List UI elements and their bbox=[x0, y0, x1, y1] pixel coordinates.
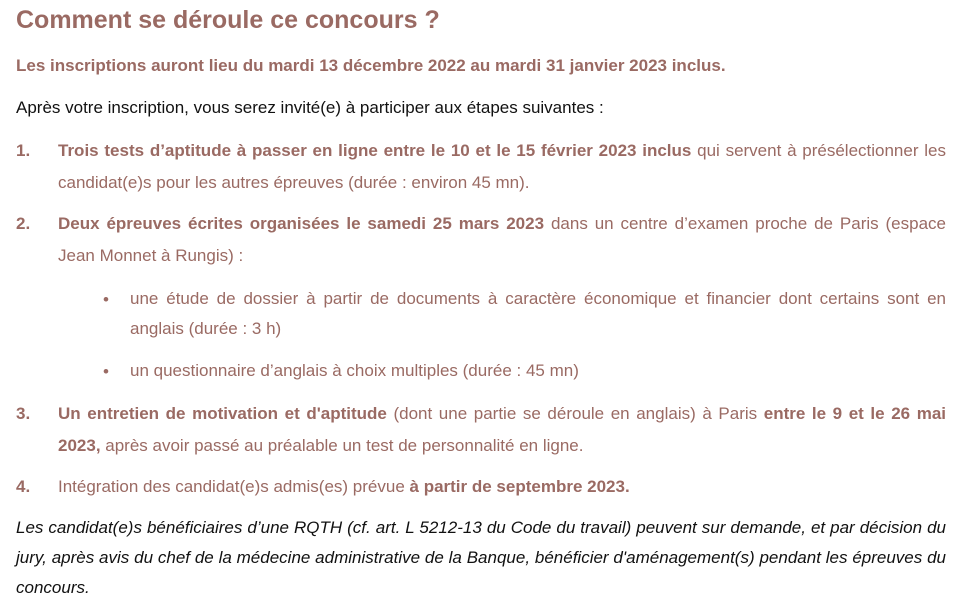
page-title: Comment se déroule ce concours ? bbox=[16, 6, 440, 34]
registration-dates: Les inscriptions auront lieu du mardi 13 décembre 2022 au mardi 31 janvier 2023 inclus. bbox=[16, 56, 726, 75]
step-1-detail: qui servent à présélectionner les candidat(e)s pour les autres épreuves (durée : environ 45 mn). bbox=[58, 141, 946, 192]
step-3-detail: (dont une partie se déroule en anglais) à Paris bbox=[386, 404, 764, 423]
step-2-bullet-1: une étude de dossier à partir de documents à caractère économique et financier dont certains sont en anglais (durée : 3 h) bbox=[130, 289, 946, 338]
rqth-note: Les candidat(e)s bénéficiaires d’une RQTH (cf. art. L 5212-13 du Code du travail) peuvent sur demande, et par décision du jury, après avis du chef de la médecine administrative de la Banque, bénéficier d'aménagement(s) pendant les épreuves du concours. bbox=[16, 518, 946, 597]
bullet-marker: • bbox=[103, 290, 109, 309]
step-4-highlight: à partir de septembre 2023. bbox=[409, 477, 630, 496]
step-3-number: 3. bbox=[16, 404, 31, 423]
step-2-highlight: Deux épreuves écrites organisées le samedi 25 mars 2023 bbox=[58, 214, 545, 233]
step-1-number: 1. bbox=[16, 141, 31, 160]
step-2-text bbox=[58, 208, 946, 272]
step-4-detail: Intégration des candidat(e)s admis(es) prévue bbox=[58, 477, 410, 496]
step-2-bullet-2: un questionnaire d’anglais à choix multiples (durée : 45 mn) bbox=[130, 361, 579, 380]
step-3-detail-end: après avoir passé au préalable un test de personnalité en ligne. bbox=[100, 436, 584, 455]
intro-text: Après votre inscription, vous serez invité(e) à participer aux étapes suivantes : bbox=[16, 98, 604, 117]
step-1-text bbox=[58, 135, 946, 199]
step-4-number: 4. bbox=[16, 477, 31, 496]
step-1-highlight: Trois tests d’aptitude à passer en ligne entre le 10 et le 15 février 2023 inclus bbox=[58, 141, 692, 160]
step-3-dates: entre le 9 et le 26 mai 2023, bbox=[58, 404, 946, 455]
step-2-number: 2. bbox=[16, 214, 31, 233]
bullet-marker: • bbox=[103, 362, 109, 381]
step-2-detail: dans un centre d’examen proche de Paris (espace Jean Monnet à Rungis) : bbox=[58, 214, 946, 265]
step-4-text bbox=[58, 471, 946, 503]
step-3-highlight: Un entretien de motivation et d'aptitude bbox=[58, 404, 387, 423]
step-3-text bbox=[58, 398, 946, 462]
